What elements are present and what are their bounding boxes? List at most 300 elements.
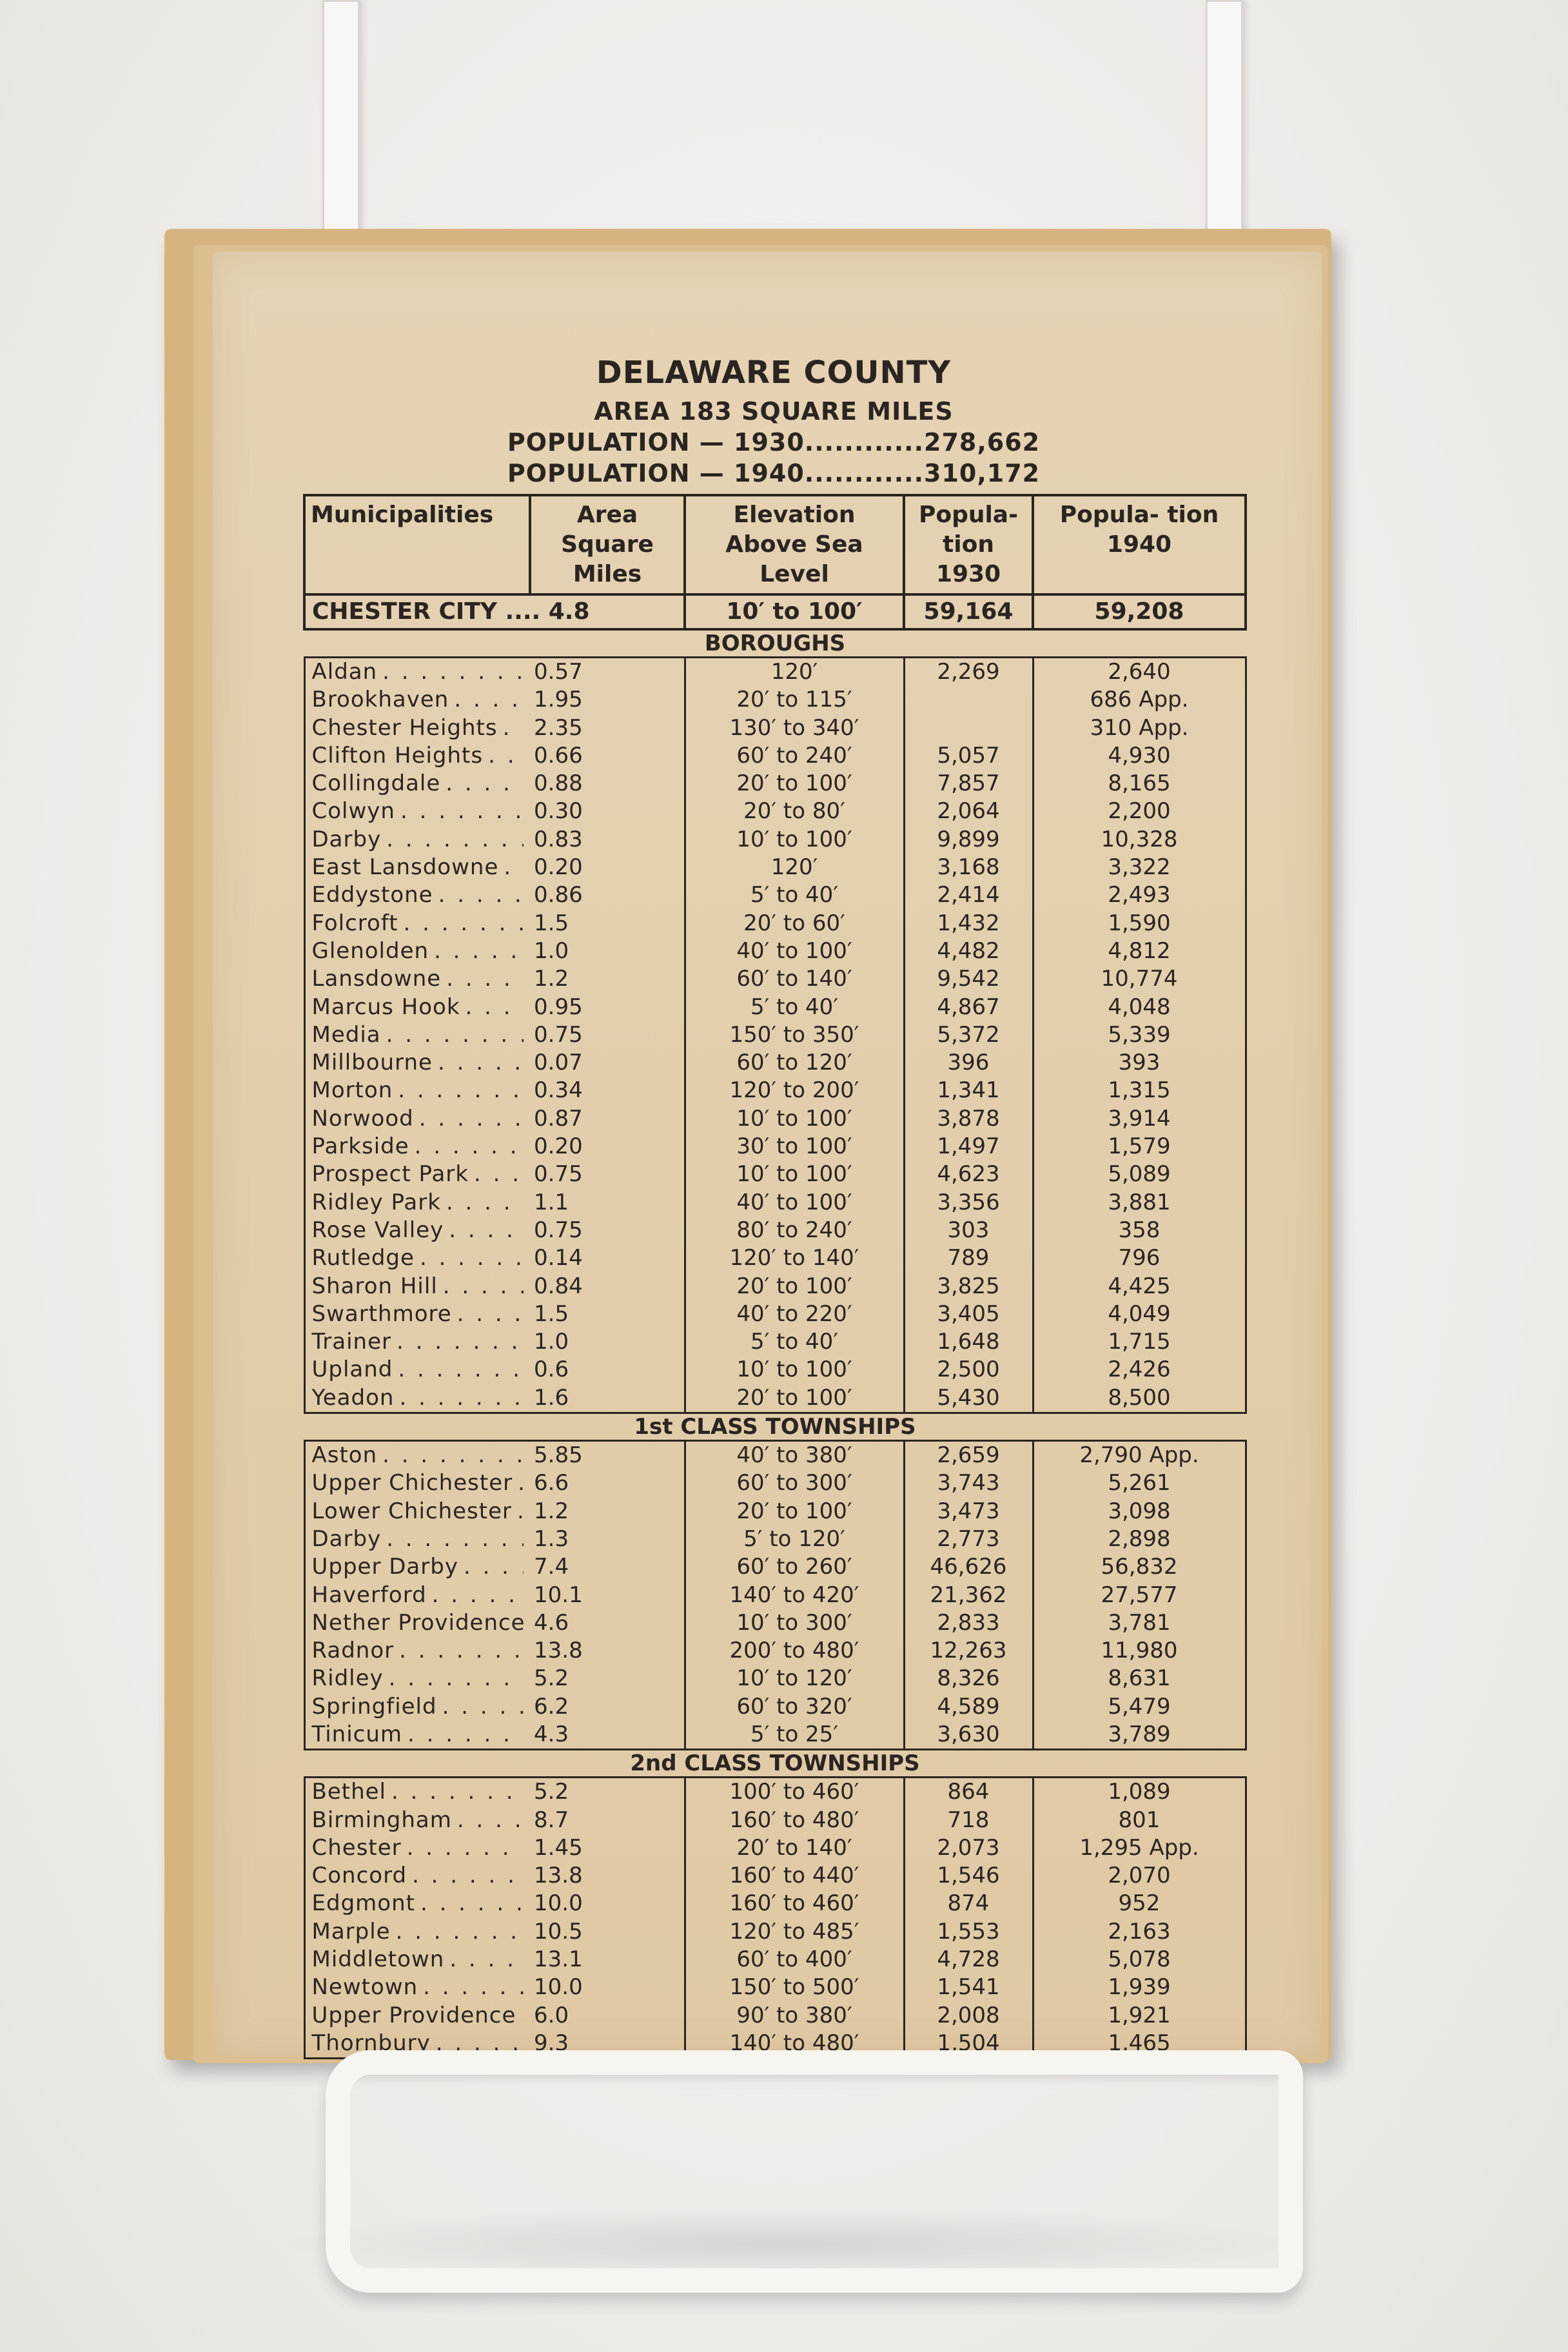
population-1940-value: 2,070 [1033, 1862, 1246, 1890]
municipality-name: Aldan [311, 659, 378, 685]
municipality-name: Springfield [311, 1693, 437, 1720]
leader-dots [446, 965, 524, 993]
municipality-name: Millbourne [311, 1050, 433, 1076]
area-value: 0.30 [534, 798, 583, 825]
leader-dots [474, 1161, 524, 1188]
area-value: 1.2 [534, 966, 569, 992]
population-1930-value: 3,356 [904, 1189, 1033, 1217]
elevation-value: 90′ to 380′ [685, 2002, 904, 2030]
population-1930-value: 8,326 [904, 1665, 1033, 1692]
leader-dots [449, 1217, 524, 1244]
population-1940-value: 8,500 [1033, 1384, 1246, 1413]
population-1930-value: 3,825 [904, 1273, 1033, 1300]
leader-dots [432, 1582, 524, 1609]
table-row [304, 1778, 1246, 1807]
table-row [304, 1133, 1246, 1161]
area-value: 10.0 [534, 1974, 583, 2001]
population-1930-value: 4,867 [904, 994, 1033, 1021]
municipality-name: Sharon Hill [311, 1273, 438, 1299]
elevation-value: 20′ to 100′ [685, 1384, 904, 1413]
area-value: 13.8 [534, 1863, 583, 1889]
elevation-value: 100′ to 460′ [685, 1778, 904, 1807]
municipality-name: Eddystone [311, 882, 433, 908]
municipality-name: Upland [311, 1357, 393, 1383]
area-value: 0.6 [534, 1357, 569, 1383]
table-row [304, 1469, 1246, 1497]
area-value: 0.86 [534, 882, 583, 908]
header-area: Area Square Miles [530, 495, 685, 594]
municipality-name: Clifton Heights [311, 742, 484, 769]
population-1930-value: 3,630 [904, 1721, 1033, 1750]
table-row [304, 854, 1246, 881]
area-value: 1.1 [534, 1189, 569, 1215]
population-1930-value: 2,064 [904, 798, 1033, 825]
municipality-name: Aston [311, 1442, 378, 1469]
table-row [304, 1609, 1246, 1637]
population-1930-value: 4,623 [904, 1161, 1033, 1188]
municipality-name: Chester Heights [311, 714, 498, 741]
population-1930-value: 5,430 [904, 1384, 1033, 1413]
municipality-name: Media [311, 1021, 381, 1048]
elevation-value: 140′ to 420′ [685, 1582, 904, 1609]
area-value: 1.5 [534, 1300, 569, 1327]
table-row [304, 1273, 1246, 1300]
population-1930-value: 1,341 [904, 1077, 1033, 1104]
table-row [304, 1637, 1246, 1665]
area-value: 5.2 [534, 1665, 569, 1692]
document-content [303, 348, 1244, 2059]
elevation-value: 120′ to 485′ [685, 1918, 904, 1946]
table-row [304, 1077, 1246, 1104]
leader-dots [466, 994, 524, 1021]
leader-dots [398, 1077, 524, 1104]
municipality-name: Upper Chichester [311, 1470, 513, 1496]
table-row [304, 1974, 1246, 2001]
population-1940-value: 1,715 [1033, 1328, 1246, 1356]
area-value: 5.85 [530, 1441, 685, 1470]
table-row [304, 965, 1246, 993]
elevation-value: 160′ to 480′ [685, 1807, 904, 1834]
population-1930-value: 1,432 [904, 910, 1033, 937]
area-value: 0.87 [534, 1105, 583, 1132]
table-row [304, 1946, 1246, 1974]
elevation-value: 40′ to 100′ [685, 937, 904, 965]
area-value: 1.45 [534, 1834, 583, 1861]
elevation-value: 150′ to 500′ [685, 1974, 904, 2001]
population-1930-value: 1,553 [904, 1918, 1033, 1946]
municipality-name: Thornbury [311, 2030, 431, 2056]
area-value: 2.35 [534, 714, 583, 741]
population-1940-value: 3,781 [1033, 1609, 1246, 1637]
leader-dots [386, 826, 524, 854]
city-name: CHESTER CITY [312, 598, 497, 625]
municipality-name: Parkside [311, 1133, 409, 1160]
leader-dots [464, 1553, 524, 1581]
leader-dots [446, 1189, 524, 1217]
area-value: 1.0 [534, 937, 569, 964]
area-value: 0.83 [534, 826, 583, 852]
leader-dots [518, 1469, 524, 1497]
leader-dots [438, 1049, 524, 1077]
population-1940-value: 796 [1033, 1244, 1246, 1272]
population-1940-value: 2,426 [1033, 1356, 1246, 1384]
elevation-value: 130′ to 340′ [685, 714, 904, 742]
population-1940-value: 3,881 [1033, 1189, 1246, 1217]
table-row [304, 1807, 1246, 1834]
area-value: 0.88 [534, 770, 583, 797]
area-value: 10.0 [534, 1890, 583, 1917]
municipality-name: Folcroft [311, 910, 398, 936]
elevation-value: 5′ to 120′ [685, 1525, 904, 1553]
elevation-value: 120′ [685, 854, 904, 881]
population-1940-value: 4,048 [1033, 994, 1246, 1021]
section-heading [304, 1750, 1246, 1778]
area-value: 5.2 [530, 1778, 685, 1807]
municipality-name: Ridley Park [311, 1189, 441, 1215]
area-value: 1.3 [534, 1525, 569, 1552]
population-1940-value: 310,172 [924, 459, 1041, 487]
area-value: 0.75 [534, 1161, 583, 1188]
population-1940-value: 801 [1033, 1807, 1246, 1834]
leader-dots [419, 1105, 524, 1133]
population-1930-value: 2,833 [904, 1609, 1033, 1637]
elevation-value: 150′ to 350′ [685, 1021, 904, 1049]
elevation-value: 10′ to 300′ [685, 1609, 904, 1637]
population-1940-label: POPULATION — 1940 [507, 459, 805, 487]
population-leader: ............ [804, 428, 925, 456]
elevation-value: 10′ to 100′ [685, 1356, 904, 1384]
table-row [304, 1834, 1246, 1862]
leader-dots [386, 1525, 524, 1553]
area-value: 4.3 [530, 1721, 685, 1750]
population-1930-value: 2,500 [904, 1356, 1033, 1384]
table-row [304, 1217, 1246, 1244]
municipality-name: Concord [311, 1863, 407, 1889]
population-1940-value: 2,200 [1033, 798, 1246, 825]
elevation-value: 5′ to 40′ [685, 881, 904, 909]
population-1940-value: 5,479 [1033, 1693, 1246, 1721]
city-elevation: 10′ to 100′ [685, 594, 904, 629]
area-value: 9.3 [530, 2030, 685, 2059]
population-1940-value: 27,577 [1033, 1582, 1246, 1609]
leader-dots [420, 1890, 524, 1917]
elevation-value: 5′ to 40′ [685, 994, 904, 1021]
table-row [304, 1665, 1246, 1692]
leader-dots [399, 1637, 524, 1665]
population-1940-value: 2,493 [1033, 881, 1246, 909]
population-1930-value: 21,362 [904, 1582, 1033, 1609]
population-1940-value: 10,774 [1033, 965, 1246, 993]
municipality-name: Haverford [311, 1582, 427, 1608]
leader-dots [488, 742, 524, 770]
municipality-name: Upper Providence [311, 2002, 516, 2028]
population-1930-value: 3,878 [904, 1105, 1033, 1133]
table-row [304, 1049, 1246, 1077]
population-1930-value: 3,743 [904, 1469, 1033, 1497]
municipality-name: Glenolden [311, 937, 429, 964]
elevation-value: 60′ to 320′ [685, 1693, 904, 1721]
table-row [304, 1582, 1246, 1609]
population-1940-value: 5,078 [1033, 1946, 1246, 1974]
area-value: 8.7 [534, 1807, 569, 1833]
municipality-name: Radnor [311, 1638, 395, 1664]
area-value: 7.4 [534, 1554, 569, 1580]
population-1940-value: 1,939 [1033, 1974, 1246, 2001]
municipality-name: Trainer [311, 1329, 391, 1355]
population-1930-value: 3,473 [904, 1498, 1033, 1525]
population-1940-value: 4,930 [1033, 742, 1246, 770]
population-1940-value: 56,832 [1033, 1553, 1246, 1581]
elevation-value: 20′ to 100′ [685, 1498, 904, 1525]
population-1940-line [303, 459, 1244, 487]
leader-dots [386, 1021, 524, 1049]
elevation-value: 20′ to 80′ [685, 798, 904, 825]
area-value: 10.1 [534, 1582, 583, 1608]
population-1940-value: 3,789 [1033, 1721, 1246, 1750]
section-heading [304, 629, 1246, 658]
area-value: 1.0 [534, 1329, 569, 1355]
elevation-value: 200′ to 480′ [685, 1637, 904, 1665]
table-row [304, 826, 1246, 854]
table-row [304, 1721, 1246, 1750]
table-row [304, 1693, 1246, 1721]
elevation-value: 10′ to 100′ [685, 1161, 904, 1188]
table-row [304, 1862, 1246, 1890]
leader-dots [397, 1328, 524, 1356]
leader-dots [454, 686, 524, 714]
elevation-value: 120′ [685, 658, 904, 687]
elevation-value: 60′ to 120′ [685, 1049, 904, 1077]
leader-dots [398, 1356, 524, 1384]
leader-dots [407, 1834, 524, 1862]
population-1940-value: 10,328 [1033, 826, 1246, 854]
leader-dots [404, 910, 524, 937]
municipality-name: Norwood [311, 1105, 414, 1132]
section-title: BOROUGHS [704, 631, 846, 656]
leader-dots [423, 1974, 524, 2001]
population-1940-value: 4,425 [1033, 1273, 1246, 1300]
leader-dots [412, 1862, 524, 1890]
municipality-name: Upper Darby [311, 1554, 458, 1580]
area-line: AREA 183 SQUARE MILES [594, 397, 954, 426]
table-row [304, 1161, 1246, 1188]
area-value: 0.20 [534, 854, 583, 881]
area-value: 1.5 [534, 910, 569, 936]
population-1940-value: 1,590 [1033, 910, 1246, 937]
population-1930-value: 864 [904, 1778, 1033, 1807]
city-pop-1940: 59,208 [1033, 594, 1246, 629]
area-value: 1.2 [534, 1498, 569, 1524]
leader-dots [504, 854, 524, 881]
area-value: 10.5 [534, 1918, 583, 1945]
area-value: 6.0 [534, 2002, 569, 2028]
table-row [304, 1441, 1246, 1470]
table-row [304, 1384, 1246, 1413]
population-1930-value: 303 [904, 1217, 1033, 1244]
elevation-value: 20′ to 60′ [685, 910, 904, 937]
elevation-value: 40′ to 100′ [685, 1189, 904, 1217]
header-population-1930: Popula- tion 1930 [904, 495, 1033, 594]
population-1930-value: 9,542 [904, 965, 1033, 993]
area-value: 0.95 [534, 994, 583, 1020]
section-title: 2nd CLASS TOWNSHIPS [630, 1750, 920, 1777]
table-row [304, 1890, 1246, 1917]
elevation-value: 60′ to 260′ [685, 1553, 904, 1581]
municipality-name: Swarthmore [311, 1300, 452, 1327]
municipality-name: Lansdowne [311, 966, 442, 992]
area-value: 13.8 [534, 1638, 583, 1664]
table-row [304, 2002, 1246, 2030]
population-1940-value: 4,812 [1033, 937, 1246, 965]
municipality-name: East Lansdowne [311, 854, 499, 881]
table-row [304, 881, 1246, 909]
municipality-name: Morton [311, 1077, 393, 1104]
table-row [304, 1189, 1246, 1217]
header-municipalities: Municipalities [304, 495, 530, 594]
area-value: 0.75 [534, 1217, 583, 1243]
population-1940-value: 1,295 App. [1033, 1834, 1246, 1862]
leader-dots [521, 2002, 524, 2030]
municipality-name: Tinicum [311, 1721, 403, 1747]
population-1930-value: 1,497 [904, 1133, 1033, 1161]
elevation-value: 10′ to 100′ [685, 1105, 904, 1133]
header-population-1940: Popula- tion 1940 [1033, 495, 1246, 594]
table-row [304, 1105, 1246, 1133]
population-1930-value: 2,773 [904, 1525, 1033, 1553]
city-area: 4.8 [548, 598, 590, 625]
elevation-value: 120′ to 140′ [685, 1244, 904, 1272]
population-1930-value: 2,414 [904, 881, 1033, 909]
area-value: 1.95 [534, 687, 583, 713]
leader-dots [446, 770, 524, 798]
municipality-name: Rose Valley [311, 1217, 444, 1243]
municipality-name: Brookhaven [311, 687, 449, 713]
population-1940-value: 5,339 [1033, 1021, 1246, 1049]
population-1940-value: 2,163 [1033, 1918, 1246, 1946]
table-row [304, 937, 1246, 965]
population-1930-value: 2,269 [904, 658, 1033, 687]
population-1930-value: 9,899 [904, 826, 1033, 854]
leader-dots [420, 1244, 524, 1272]
table-row [304, 1498, 1246, 1525]
municipality-name: Newtown [311, 1974, 418, 2001]
leader-dots [457, 1300, 524, 1328]
leader-dots [503, 714, 524, 742]
area-value: 1.6 [530, 1384, 685, 1413]
elevation-value: 60′ to 140′ [685, 965, 904, 993]
leader-dots [434, 937, 524, 965]
population-1930-value: 874 [904, 1890, 1033, 1917]
population-1930-value: 4,482 [904, 937, 1033, 965]
municipality-name: Darby [311, 1525, 382, 1552]
population-1940-value: 1,921 [1033, 2002, 1246, 2030]
municipality-name: Bethel [311, 1779, 386, 1805]
display-stand-base [326, 2050, 1303, 2293]
population-1930-value: 718 [904, 1807, 1033, 1834]
population-1930-line [303, 428, 1244, 456]
leader-dots [391, 1778, 524, 1806]
leader-dots [396, 1918, 524, 1946]
municipality-name: Lower Chichester [311, 1498, 512, 1524]
population-1930-value: 4,589 [904, 1693, 1033, 1721]
elevation-value: 120′ to 200′ [685, 1077, 904, 1104]
population-1930-value: 278,662 [924, 428, 1041, 456]
population-1940-value: 2,790 App. [1033, 1441, 1246, 1470]
elevation-value: 60′ to 240′ [685, 742, 904, 770]
population-1930-value: 5,372 [904, 1021, 1033, 1049]
population-1940-value: 1,315 [1033, 1077, 1246, 1104]
elevation-value: 60′ to 300′ [685, 1469, 904, 1497]
table-row [304, 798, 1246, 825]
municipality-name: Marcus Hook [311, 994, 460, 1020]
population-1930-value: 5,057 [904, 742, 1033, 770]
municipality-name: Rutledge [311, 1245, 415, 1271]
leader-dots [517, 1498, 524, 1525]
table-row [304, 658, 1246, 687]
header-elevation: Elevation Above Sea Level [685, 495, 904, 594]
area-value: 6.6 [534, 1470, 569, 1496]
municipality-name: Chester [311, 1834, 402, 1861]
elevation-value: 10′ to 120′ [685, 1665, 904, 1692]
population-1930-value: 1,504 [904, 2030, 1033, 2059]
population-1940-value: 393 [1033, 1049, 1246, 1077]
leader-dots [442, 1693, 524, 1721]
document-title: DELAWARE COUNTY [596, 355, 952, 391]
area-value: 0.84 [534, 1273, 583, 1299]
table-row [304, 994, 1246, 1021]
elevation-value: 5′ to 25′ [685, 1721, 904, 1750]
population-1940-value: 8,165 [1033, 770, 1246, 798]
population-1930-value: 1,541 [904, 1974, 1033, 2001]
leader-dots [457, 1807, 524, 1834]
population-1940-value: 3,098 [1033, 1498, 1246, 1525]
municipality-name: Middletown [311, 1946, 445, 1973]
population-1930-value: 1,648 [904, 1328, 1033, 1356]
population-1930-value: 789 [904, 1244, 1033, 1272]
table-row [304, 1244, 1246, 1272]
table-row [304, 742, 1246, 770]
leader-dots [400, 798, 524, 825]
leader-dots [407, 1721, 524, 1749]
leader-dots [382, 1442, 524, 1469]
leader-dots [438, 881, 524, 909]
area-value: 0.66 [534, 742, 583, 769]
municipality-name: Edgmont [311, 1890, 415, 1917]
table-row [304, 1918, 1246, 1946]
elevation-value: 80′ to 240′ [685, 1217, 904, 1244]
population-1930-value: 1,546 [904, 1862, 1033, 1890]
area-value: 0.07 [534, 1050, 583, 1076]
population-1940-value: 2,898 [1033, 1525, 1246, 1553]
population-1930-label: POPULATION — 1930 [507, 428, 805, 456]
area-value: 0.75 [534, 1021, 583, 1048]
area-value: 6.2 [534, 1693, 569, 1720]
population-1930-value: 7,857 [904, 770, 1033, 798]
elevation-value: 10′ to 100′ [685, 826, 904, 854]
table-row [304, 1021, 1246, 1049]
population-1930-value [904, 686, 1033, 714]
elevation-value: 30′ to 100′ [685, 1133, 904, 1161]
table-row [304, 1300, 1246, 1328]
municipality-name: Yeadon [311, 1384, 395, 1411]
table-row [304, 686, 1246, 714]
population-1940-value: 3,322 [1033, 854, 1246, 881]
leader-dots [415, 1133, 524, 1161]
municipality-name: Ridley [311, 1665, 384, 1692]
elevation-value: 5′ to 40′ [685, 1328, 904, 1356]
table-row [304, 714, 1246, 742]
area-value: 13.1 [534, 1946, 583, 1973]
